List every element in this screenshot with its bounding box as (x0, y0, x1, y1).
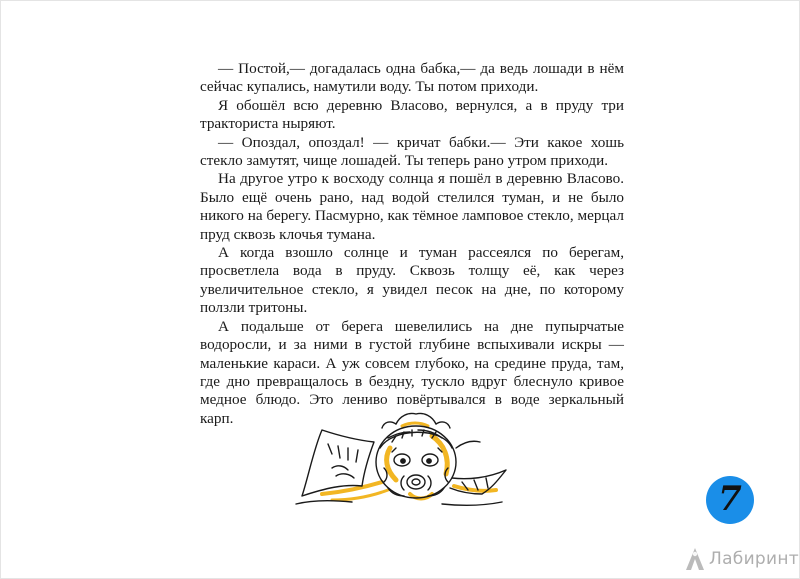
carp-fish-drawing-icon (292, 408, 518, 514)
paragraph: А когда взошло солнце и туман рассеялся по берегам, просветлела вода в пруду. Сквозь толщу её, как через увеличительное стекло, я увидел песок на дне, по которому ползли тритоны. (200, 244, 624, 317)
story-text (200, 60, 624, 428)
paragraph: — Постой,— догадалась одна бабка,— да ведь лошади в нём сейчас купались, намутили воду. Ты потом приходи. (200, 60, 624, 96)
paragraph: На другое утро к восходу солнца я пошёл в деревню Власово. Было ещё очень рано, над водой стелился туман, и не было никого на берегу. Пасмурно, как тёмное ламповое стекло, мерцал пруд сквозь клочья тумана. (200, 170, 624, 243)
page-number-badge (706, 476, 754, 524)
paragraph: — Опоздал, опоздал! — кричат бабки.— Эти какое хошь стекло замутят, чище лошадей. Ты теперь рано утром приходи. (200, 133, 624, 170)
page-number: 7 (718, 479, 742, 519)
paragraph: Я обошёл всю деревню Власово, вернулся, а в пруду три тракториста ныряют. (200, 96, 624, 133)
watermark (684, 546, 799, 572)
labirint-logo-icon (684, 546, 706, 572)
watermark-text: Лабиринт (709, 549, 799, 569)
paragraph: А подальше от берега шевелились на дне пупырчатые водоросли, и за ними в густой глубине вспыхивали искры — маленькие караси. А уж совсем глубоко, на средине пруда, там, где дно превращалось в бездну, тускло вдруг блеснуло кривое медное блюдо. Это лениво повёртывался в воде зеркальный карп. (200, 317, 624, 427)
